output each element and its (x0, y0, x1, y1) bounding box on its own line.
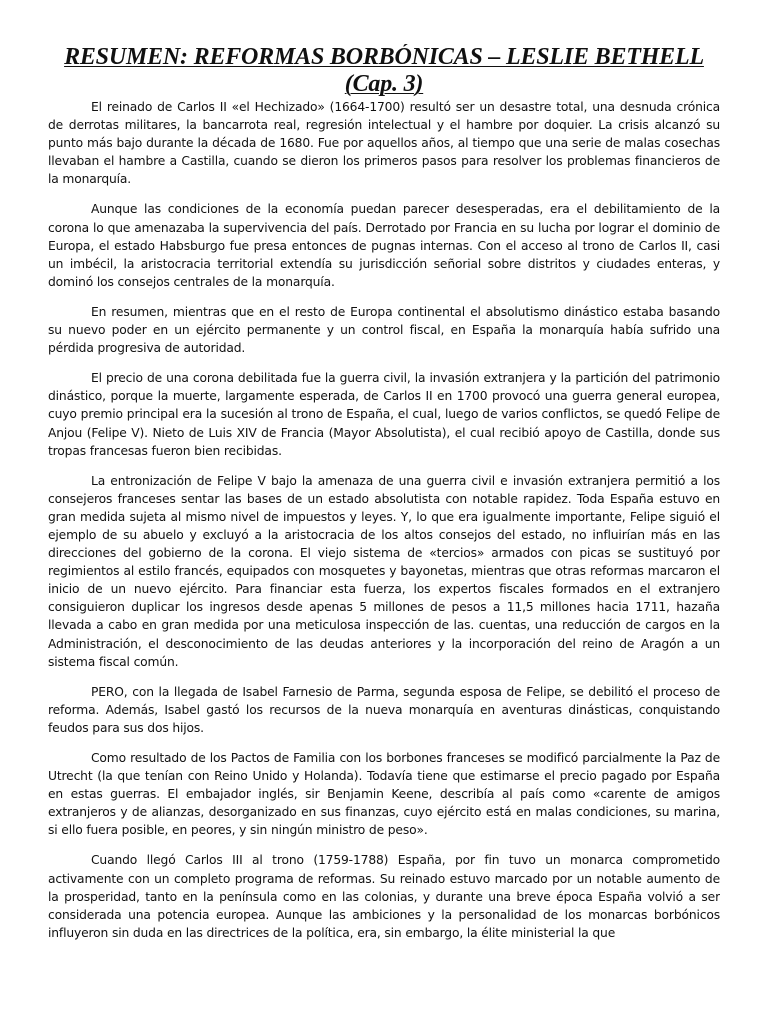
paragraph-2: Aunque las condiciones de la economía puedan parecer desesperadas, era el debilitamiento de la corona lo que amenazaba la supervivencia del país. Derrotado por Francia en su lucha por lograr el dominio de Europa, el estado Habsburgo fue presa entonces de pugnas internas. Con el acceso al trono de Carlos II, casi un imbécil, la aristocracia territorial extendía su jurisdicción señorial sobre distritos y ciudades enteras, y dominó los consejos centrales de la monarquía. (48, 202, 720, 289)
paragraph-5: La entronización de Felipe V bajo la amenaza de una guerra civil e invasión extranjera permitió a los consejeros franceses sentar las bases de un estado absolutista con notable rapidez. Toda España estuvo en gran medida sujeta al mismo nivel de impuestos y leyes. Y, lo que era igualmente importante, Felipe siguió el ejemplo de su abuelo y excluyó a la aristocracia de los altos consejos del estado, no influirían más en las direcciones del gobierno de la corona. El viejo sistema de «tercios» armados con picas se sustituyó por regimientos al estilo francés, equipados con mosquetes y bayonetas, mientras que otras reformas marcaron el inicio de un nuevo ejército. Para financiar esta fuerza, los expertos fiscales formados en el extranjero consiguieron duplicar los ingresos desde apenas 5 millones de pesos a 11,5 millones hacia 1711, hazaña llevada a cabo en gran medida por una meticulosa inspección de las. cuentas, una reducción de cargos en la Administración, el desconocimiento de las deudas anteriores y la incorporación del reino de Aragón a un sistema fiscal común. (48, 473, 720, 669)
paragraph-6: PERO, con la llegada de Isabel Farnesio de Parma, segunda esposa de Felipe, se debilitó el proceso de reforma. Además, Isabel gastó los recursos de la nueva monarquía en aventuras dinásticas, conquistando feudos para sus dos hijos. (48, 684, 720, 735)
paragraph-3: En resumen, mientras que en el resto de Europa continental el absolutismo dinástico estaba basando su nuevo poder en un ejército permanente y un control fiscal, en España la monarquía había sufrido una pérdida progresiva de autoridad. (48, 304, 720, 356)
paragraph-4: El precio de una corona debilitada fue la guerra civil, la invasión extranjera y la partición del patrimonio dinástico, porque la muerte, largamente esperada, de Carlos II en 1700 provocó una guerra general europea, cuyo premio principal era la sucesión al trono de España, el cual, luego de varios conflictos, se quedó Felipe de Anjou (Felipe V). Nieto de Luis XIV de Francia (Mayor Absolutista), el cual recibió apoyo de Castilla, donde sus tropas francesas fueron bien recibidas. (48, 371, 720, 458)
document-title (48, 44, 720, 98)
title-line-main: RESUMEN: REFORMAS BORBÓNICAS – LESLIE BETHELL (64, 44, 704, 70)
paragraph-1: El reinado de Carlos II «el Hechizado» (1664-1700) resultó ser un desastre total, una desnuda crónica de derrotas militares, la bancarrota real, regresión intelectual y el hambre por doquier. La crisis alcanzó su punto más bajo durante la década de 1680. Fue por aquellos años, al tiempo que una serie de malas cosechas llevaban el hambre a Castilla, cuando se dieron los primeros pasos para resolver los problemas financieros de la monarquía. (48, 100, 720, 187)
paragraph-8: Cuando llegó Carlos III al trono (1759-1788) España, por fin tuvo un monarca comprometido activamente con un completo programa de reformas. Su reinado estuvo marcado por un notable aumento de la prosperidad, tanto en la península como en las colonias, y durante una breve época España volvió a ser considerada una potencia europea. Aunque las ambiciones y la personalidad de los monarcas borbónicos influyeron sin duda en las directrices de la política, era, sin embargo, la élite ministerial la que (48, 853, 720, 940)
title-line-chapter: (Cap. 3) (344, 71, 424, 97)
document-page (48, 44, 720, 1024)
paragraph-7: Como resultado de los Pactos de Familia con los borbones franceses se modificó parcialmente la Paz de Utrecht (la que tenían con Reino Unido y Holanda). Todavía tiene que estimarse el precio pagado por España en estas guerras. El embajador inglés, sir Benjamin Keene, describía al país como «carente de amigos extranjeros y de alianzas, desorganizado en sus finanzas, cuyo ejército está en malas condiciones, su marina, si ello fuera posible, en peores, y sin ningún ministro de peso». (48, 751, 720, 838)
